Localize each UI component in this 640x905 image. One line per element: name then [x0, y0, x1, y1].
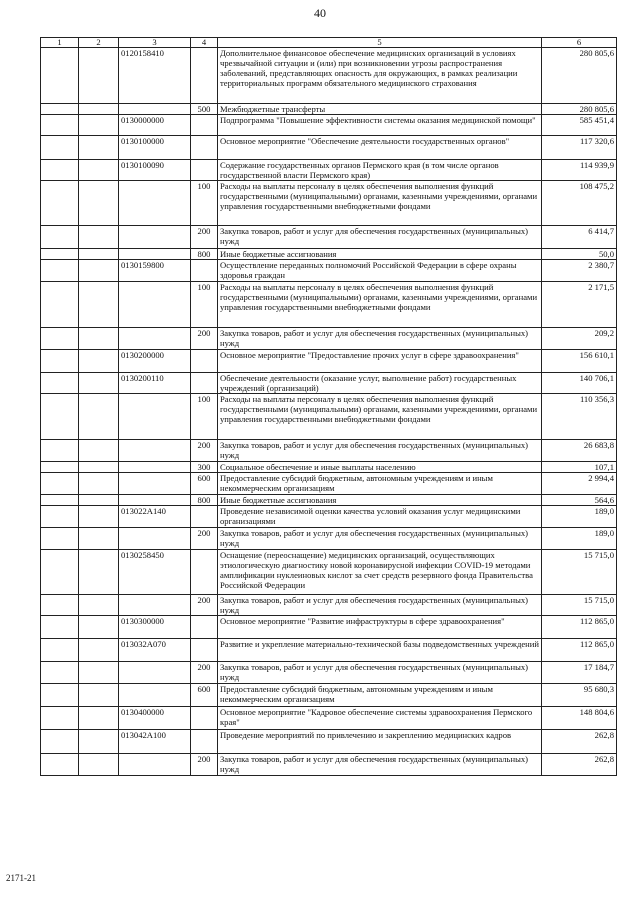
cell-amount: 209,2	[542, 328, 617, 350]
cell-col-1	[41, 282, 79, 328]
table-row	[41, 495, 617, 506]
cell-expense-type	[191, 350, 218, 373]
cell-target-code	[119, 754, 191, 776]
table-row	[41, 684, 617, 707]
cell-expense-type: 200	[191, 595, 218, 616]
cell-expense-type: 100	[191, 394, 218, 440]
cell-target-code	[119, 684, 191, 707]
cell-col-1	[41, 136, 79, 160]
cell-amount: 112 865,0	[542, 616, 617, 639]
cell-target-code: 0120158410	[119, 48, 191, 104]
cell-description: Закупка товаров, работ и услуг для обеспечения государственных (муниципальных) нужд	[218, 226, 542, 249]
cell-expense-type: 100	[191, 282, 218, 328]
cell-amount: 140 706,1	[542, 373, 617, 394]
table-row	[41, 136, 617, 160]
cell-amount: 189,0	[542, 528, 617, 550]
column-header: 6	[542, 38, 617, 48]
page-number: 40	[314, 6, 326, 20]
cell-target-code	[119, 495, 191, 506]
cell-expense-type: 200	[191, 226, 218, 249]
cell-amount: 156 610,1	[542, 350, 617, 373]
cell-col-1	[41, 506, 79, 528]
cell-col-1	[41, 373, 79, 394]
cell-expense-type: 200	[191, 528, 218, 550]
cell-amount: 15 715,0	[542, 595, 617, 616]
cell-expense-type	[191, 373, 218, 394]
cell-expense-type	[191, 506, 218, 528]
cell-target-code: 0130200110	[119, 373, 191, 394]
cell-col-2	[79, 440, 119, 462]
cell-target-code: 0130400000	[119, 707, 191, 730]
cell-col-1	[41, 48, 79, 104]
column-header: 4	[191, 38, 218, 48]
cell-description: Основное мероприятие "Предоставление прочих услуг в сфере здравоохранения"	[218, 350, 542, 373]
cell-target-code: 0130000000	[119, 115, 191, 136]
cell-description: Расходы на выплаты персоналу в целях обеспечения выполнения функций государственными (муниципальными) органами, казенными учреждениями, органами управления государственными внебюджетными фондами	[218, 394, 542, 440]
cell-amount: 280 805,6	[542, 48, 617, 104]
table-row	[41, 282, 617, 328]
cell-description: Обеспечение деятельности (оказание услуг, выполнение работ) государственных учреждений (организаций)	[218, 373, 542, 394]
cell-target-code: 0130100090	[119, 160, 191, 181]
cell-expense-type	[191, 136, 218, 160]
cell-col-2	[79, 730, 119, 754]
table-row	[41, 707, 617, 730]
cell-col-2	[79, 528, 119, 550]
cell-expense-type	[191, 707, 218, 730]
cell-col-2	[79, 350, 119, 373]
table-row	[41, 48, 617, 104]
cell-description: Проведение независимой оценки качества условий оказания услуг медицинскими организациями	[218, 506, 542, 528]
column-header: 2	[79, 38, 119, 48]
cell-amount: 114 939,9	[542, 160, 617, 181]
document-footer-mark: 2171-21	[6, 873, 36, 883]
cell-col-1	[41, 495, 79, 506]
cell-col-2	[79, 506, 119, 528]
cell-col-1	[41, 394, 79, 440]
cell-target-code	[119, 473, 191, 495]
cell-col-2	[79, 136, 119, 160]
cell-col-1	[41, 473, 79, 495]
cell-col-2	[79, 394, 119, 440]
column-header: 1	[41, 38, 79, 48]
cell-expense-type: 600	[191, 473, 218, 495]
cell-col-2	[79, 260, 119, 282]
cell-target-code: 013042А100	[119, 730, 191, 754]
cell-description: Расходы на выплаты персоналу в целях обеспечения выполнения функций государственными (муниципальными) органами, казенными учреждениями, органами управления государственными внебюджетными фондами	[218, 282, 542, 328]
cell-description: Содержание государственных органов Пермского края (в том числе органов государственной власти Пермского края)	[218, 160, 542, 181]
cell-col-2	[79, 639, 119, 662]
cell-amount: 26 683,8	[542, 440, 617, 462]
cell-description: Закупка товаров, работ и услуг для обеспечения государственных (муниципальных) нужд	[218, 528, 542, 550]
cell-target-code	[119, 226, 191, 249]
cell-target-code: 0130200000	[119, 350, 191, 373]
cell-col-1	[41, 181, 79, 226]
table-row	[41, 462, 617, 473]
cell-col-2	[79, 462, 119, 473]
cell-description: Предоставление субсидий бюджетным, автономным учреждениям и иным некоммерческим организациям	[218, 473, 542, 495]
cell-target-code	[119, 181, 191, 226]
table-row	[41, 550, 617, 595]
table-row	[41, 662, 617, 684]
cell-description: Оснащение (переоснащение) медицинских организаций, осуществляющих этиологическую диагностику новой коронавирусной инфекции COVID-19 методами амплификации нуклеиновых кислот за счет средств резервного фонда Правительства Российской Федерации	[218, 550, 542, 595]
table-row	[41, 394, 617, 440]
cell-col-1	[41, 350, 79, 373]
table-row	[41, 350, 617, 373]
cell-col-2	[79, 707, 119, 730]
cell-amount: 6 414,7	[542, 226, 617, 249]
table-row	[41, 104, 617, 115]
cell-target-code: 0130300000	[119, 616, 191, 639]
cell-col-1	[41, 616, 79, 639]
cell-amount: 262,8	[542, 730, 617, 754]
cell-col-1	[41, 754, 79, 776]
cell-amount: 564,6	[542, 495, 617, 506]
cell-amount: 585 451,4	[542, 115, 617, 136]
cell-col-2	[79, 495, 119, 506]
cell-col-1	[41, 328, 79, 350]
cell-expense-type	[191, 160, 218, 181]
cell-amount: 2 171,5	[542, 282, 617, 328]
table-row	[41, 440, 617, 462]
cell-col-2	[79, 328, 119, 350]
cell-expense-type: 800	[191, 495, 218, 506]
cell-amount: 112 865,0	[542, 639, 617, 662]
cell-expense-type	[191, 730, 218, 754]
cell-expense-type: 300	[191, 462, 218, 473]
table-row	[41, 260, 617, 282]
cell-amount: 189,0	[542, 506, 617, 528]
cell-description: Закупка товаров, работ и услуг для обеспечения государственных (муниципальных) нужд	[218, 662, 542, 684]
table-row	[41, 473, 617, 495]
cell-amount: 2 994,4	[542, 473, 617, 495]
cell-col-2	[79, 115, 119, 136]
cell-col-1	[41, 595, 79, 616]
cell-amount: 280 805,6	[542, 104, 617, 115]
cell-description: Иные бюджетные ассигнования	[218, 495, 542, 506]
cell-amount: 110 356,3	[542, 394, 617, 440]
cell-amount: 50,0	[542, 249, 617, 260]
cell-amount: 17 184,7	[542, 662, 617, 684]
cell-description: Подпрограмма "Повышение эффективности системы оказания медицинской помощи"	[218, 115, 542, 136]
cell-expense-type	[191, 115, 218, 136]
cell-expense-type: 200	[191, 328, 218, 350]
cell-target-code	[119, 595, 191, 616]
cell-col-1	[41, 707, 79, 730]
cell-col-2	[79, 550, 119, 595]
table-row	[41, 639, 617, 662]
column-header: 3	[119, 38, 191, 48]
cell-col-1	[41, 730, 79, 754]
cell-expense-type: 500	[191, 104, 218, 115]
cell-target-code: 013022А140	[119, 506, 191, 528]
table-row	[41, 160, 617, 181]
cell-amount: 15 715,0	[542, 550, 617, 595]
cell-col-2	[79, 473, 119, 495]
cell-target-code: 0130258450	[119, 550, 191, 595]
cell-col-1	[41, 440, 79, 462]
cell-expense-type: 200	[191, 662, 218, 684]
table-row	[41, 226, 617, 249]
cell-description: Закупка товаров, работ и услуг для обеспечения государственных (муниципальных) нужд	[218, 328, 542, 350]
table-row	[41, 249, 617, 260]
table-row	[41, 181, 617, 226]
cell-amount: 95 680,3	[542, 684, 617, 707]
cell-col-1	[41, 104, 79, 115]
table-row	[41, 595, 617, 616]
cell-target-code	[119, 394, 191, 440]
cell-description: Проведение мероприятий по привлечению и закреплению медицинских кадров	[218, 730, 542, 754]
cell-target-code	[119, 328, 191, 350]
cell-col-2	[79, 595, 119, 616]
cell-target-code	[119, 440, 191, 462]
cell-target-code	[119, 104, 191, 115]
cell-expense-type: 600	[191, 684, 218, 707]
cell-description: Закупка товаров, работ и услуг для обеспечения государственных (муниципальных) нужд	[218, 754, 542, 776]
cell-col-2	[79, 684, 119, 707]
cell-description: Дополнительное финансовое обеспечение медицинских организаций в условиях чрезвычайной ситуации и (или) при возникновении угрозы распространения заболеваний, представляющих опасность для окружающих, в рамках реализации территориальных программ обязательного медицинского страхования	[218, 48, 542, 104]
cell-col-1	[41, 160, 79, 181]
table-row	[41, 506, 617, 528]
cell-col-1	[41, 462, 79, 473]
cell-expense-type: 800	[191, 249, 218, 260]
cell-col-1	[41, 249, 79, 260]
cell-col-1	[41, 639, 79, 662]
cell-description: Основное мероприятие "Кадровое обеспечение системы здравоохранения Пермского края"	[218, 707, 542, 730]
cell-target-code	[119, 462, 191, 473]
cell-description: Осуществление переданных полномочий Российской Федерации в сфере охраны здоровья граждан	[218, 260, 542, 282]
cell-target-code	[119, 249, 191, 260]
cell-amount: 262,8	[542, 754, 617, 776]
cell-target-code	[119, 282, 191, 328]
cell-description: Расходы на выплаты персоналу в целях обеспечения выполнения функций государственными (муниципальными) органами, казенными учреждениями, органами управления государственными внебюджетными фондами	[218, 181, 542, 226]
cell-description: Основное мероприятие "Обеспечение деятельности государственных органов"	[218, 136, 542, 160]
cell-col-1	[41, 684, 79, 707]
cell-col-2	[79, 48, 119, 104]
cell-col-2	[79, 662, 119, 684]
table-row	[41, 730, 617, 754]
cell-description: Предоставление субсидий бюджетным, автономным учреждениям и иным некоммерческим организациям	[218, 684, 542, 707]
cell-col-1	[41, 115, 79, 136]
cell-col-2	[79, 160, 119, 181]
table-row	[41, 754, 617, 776]
cell-amount: 108 475,2	[542, 181, 617, 226]
cell-amount: 2 380,7	[542, 260, 617, 282]
column-header: 5	[218, 38, 542, 48]
cell-col-1	[41, 260, 79, 282]
cell-description: Иные бюджетные ассигнования	[218, 249, 542, 260]
cell-col-2	[79, 373, 119, 394]
table-row	[41, 115, 617, 136]
cell-col-2	[79, 616, 119, 639]
cell-col-2	[79, 754, 119, 776]
cell-expense-type: 100	[191, 181, 218, 226]
table-row	[41, 373, 617, 394]
cell-col-1	[41, 226, 79, 249]
cell-description: Закупка товаров, работ и услуг для обеспечения государственных (муниципальных) нужд	[218, 595, 542, 616]
cell-description: Социальное обеспечение и иные выплаты населению	[218, 462, 542, 473]
cell-target-code: 0130100000	[119, 136, 191, 160]
cell-target-code: 013032А070	[119, 639, 191, 662]
cell-expense-type	[191, 639, 218, 662]
table-row	[41, 528, 617, 550]
cell-col-2	[79, 249, 119, 260]
cell-description: Межбюджетные трансферты	[218, 104, 542, 115]
cell-col-2	[79, 282, 119, 328]
cell-col-2	[79, 226, 119, 249]
cell-target-code: 0130159800	[119, 260, 191, 282]
cell-expense-type: 200	[191, 754, 218, 776]
cell-expense-type	[191, 260, 218, 282]
budget-table	[40, 37, 617, 776]
table-header-row	[41, 38, 617, 48]
table-body	[41, 48, 617, 776]
cell-amount: 117 320,6	[542, 136, 617, 160]
cell-amount: 148 804,6	[542, 707, 617, 730]
table-row	[41, 328, 617, 350]
cell-col-2	[79, 181, 119, 226]
cell-target-code	[119, 662, 191, 684]
cell-col-1	[41, 550, 79, 595]
cell-col-2	[79, 104, 119, 115]
cell-expense-type	[191, 48, 218, 104]
cell-description: Основное мероприятие "Развитие инфраструктуры в сфере здравоохранения"	[218, 616, 542, 639]
cell-target-code	[119, 528, 191, 550]
cell-expense-type	[191, 616, 218, 639]
cell-description: Развитие и укрепление материально-технической базы подведомственных учреждений	[218, 639, 542, 662]
cell-col-1	[41, 662, 79, 684]
table-row	[41, 616, 617, 639]
cell-expense-type	[191, 550, 218, 595]
cell-description: Закупка товаров, работ и услуг для обеспечения государственных (муниципальных) нужд	[218, 440, 542, 462]
cell-expense-type: 200	[191, 440, 218, 462]
cell-amount: 107,1	[542, 462, 617, 473]
cell-col-1	[41, 528, 79, 550]
